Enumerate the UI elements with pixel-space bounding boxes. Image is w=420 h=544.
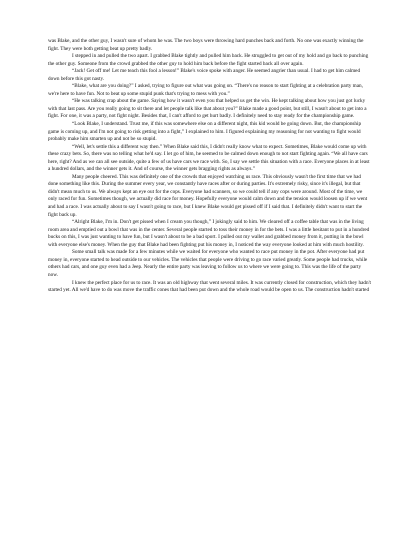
paragraph: “Alright Blake, I'm in. Don't get pissed when I cream you though,” I jokingly said to him. We cleared off a coffee table that was in the living room area and emptied out a bowl that was in the center. Several people started to toss their money in for the bets. I was a little hesitant to put in a hundred bucks on this, I was just wanting to have fun, but I wasn't about to be a bad sport. I pulled out my wallet and grabbed money from it, putting in the bowl with everyone else's money. When the guy that Blake had been fighting put his money in, I noticed the way everyone looked at him with much hostility. xyxy=(48,219,370,248)
paragraph: “He was talking crap about the game. Saying how it wasn't even you that helped us get the win. He kept talking about how you just got lucky with that last pass. Are you really going to sit there and let people talk like that about you?” Blake made a good point, but still, I wasn't about to get into a fight. For one, it was a party, not fight night. Besides that, I can't afford to get hurt badly. I definitely need to stay ready for the championship game. xyxy=(48,98,367,120)
paragraph: Many people cheered. This was definitely one of the crowds that enjoyed watching us race. This obviously wasn't the first time that we had done something like this. During the summer every year, we constantly have races after or during parties. It's extremely risky, since it's illegal, but that didn't mean much to us. We always kept an eye out for the cops. Everyone had scanners, so we could tell if any cops were around. Most of the time, we only raced for fun. Sometimes though, we actually did race for money. Hopefully everyone would calm down and the tension would loosen up if we went and had a race. I was actually about to say I wasn't going to race, but I knew Blake would get pissed off if I said that. I definitely didn't want to start the fight back up. xyxy=(48,173,368,218)
paragraph: I stepped in and pulled the two apart. I grabbed Blake tightly and pulled him back. He struggled to get out of my hold and go back to punching the other guy. Someone from the crowd grabbed the other guy to hold him back before the fight started back all over again. xyxy=(48,53,369,67)
paragraph: I knew the perfect place for us to race. It was an old highway that went several miles. It was currently closed for construction, which they hadn't started yet. All we'd have to do was move the traffic cones that had been put down and the whole road would be open to us. The construction hadn't started xyxy=(48,279,371,294)
paragraph: was Blake, and the other guy, I wasn't sure of whom he was. The two boys were throwing hard punches back and forth. No one was exactly winning the fight. They were both getting beat up pretty badly. xyxy=(48,38,364,52)
body-text xyxy=(48,38,372,295)
paragraph: “Look Blake, I understand. Trust me, if this was somewhere else on a different night, this kid would be going down. But, the championship game is coming up, and I'm not going to risk getting into a fight,” I explained to him. I figured explaining my reasoning for not wanting to fight would probably make him smarten up and not be so stupid. xyxy=(48,121,362,143)
paragraph: “Blake, what are you doing?” I asked, trying to figure out what was going on. “There's no reason to start fighting at a celebration party man, we're here to have fun. Not to beat up some stupid punk that's trying to mess with you.” xyxy=(48,83,363,97)
paragraph: “Well, let's settle this a different way then.” When Blake said this, I didn't really know what to expect. Sometimes, Blake would come up with these crazy bets. So, there was no telling what he'd say. I let go of him, he seemed to be calmed down enough to not start fighting again. “We all have cars here, right? And as we can all see outside, quite a few of us have cars we race with. So, I say we settle this situation with a race. Everyone places in at least a hundred dollars, and the winner gets it. And of course, the winner gets bragging rights as always.” xyxy=(48,143,370,173)
paragraph: “Jack! Get off me! Let me teach this fool a lesson!” Blake's voice spoke with anger. He seemed angrier than usual. I had to get him calmed down before this got nasty. xyxy=(48,68,361,82)
paragraph: Some small talk was made for a few minutes while we waited for everyone who wanted to race put money in the pot. After everyone had put money in, everyone started to head outside to our vehicles. The vehicles that people were driving to go race varied greatly. Some people had trucks, while others had cars, and one guy even had a Jeep. Nearly the entire party was leaving to follow us to where we were going to. This was the life of the party now. xyxy=(48,249,368,278)
